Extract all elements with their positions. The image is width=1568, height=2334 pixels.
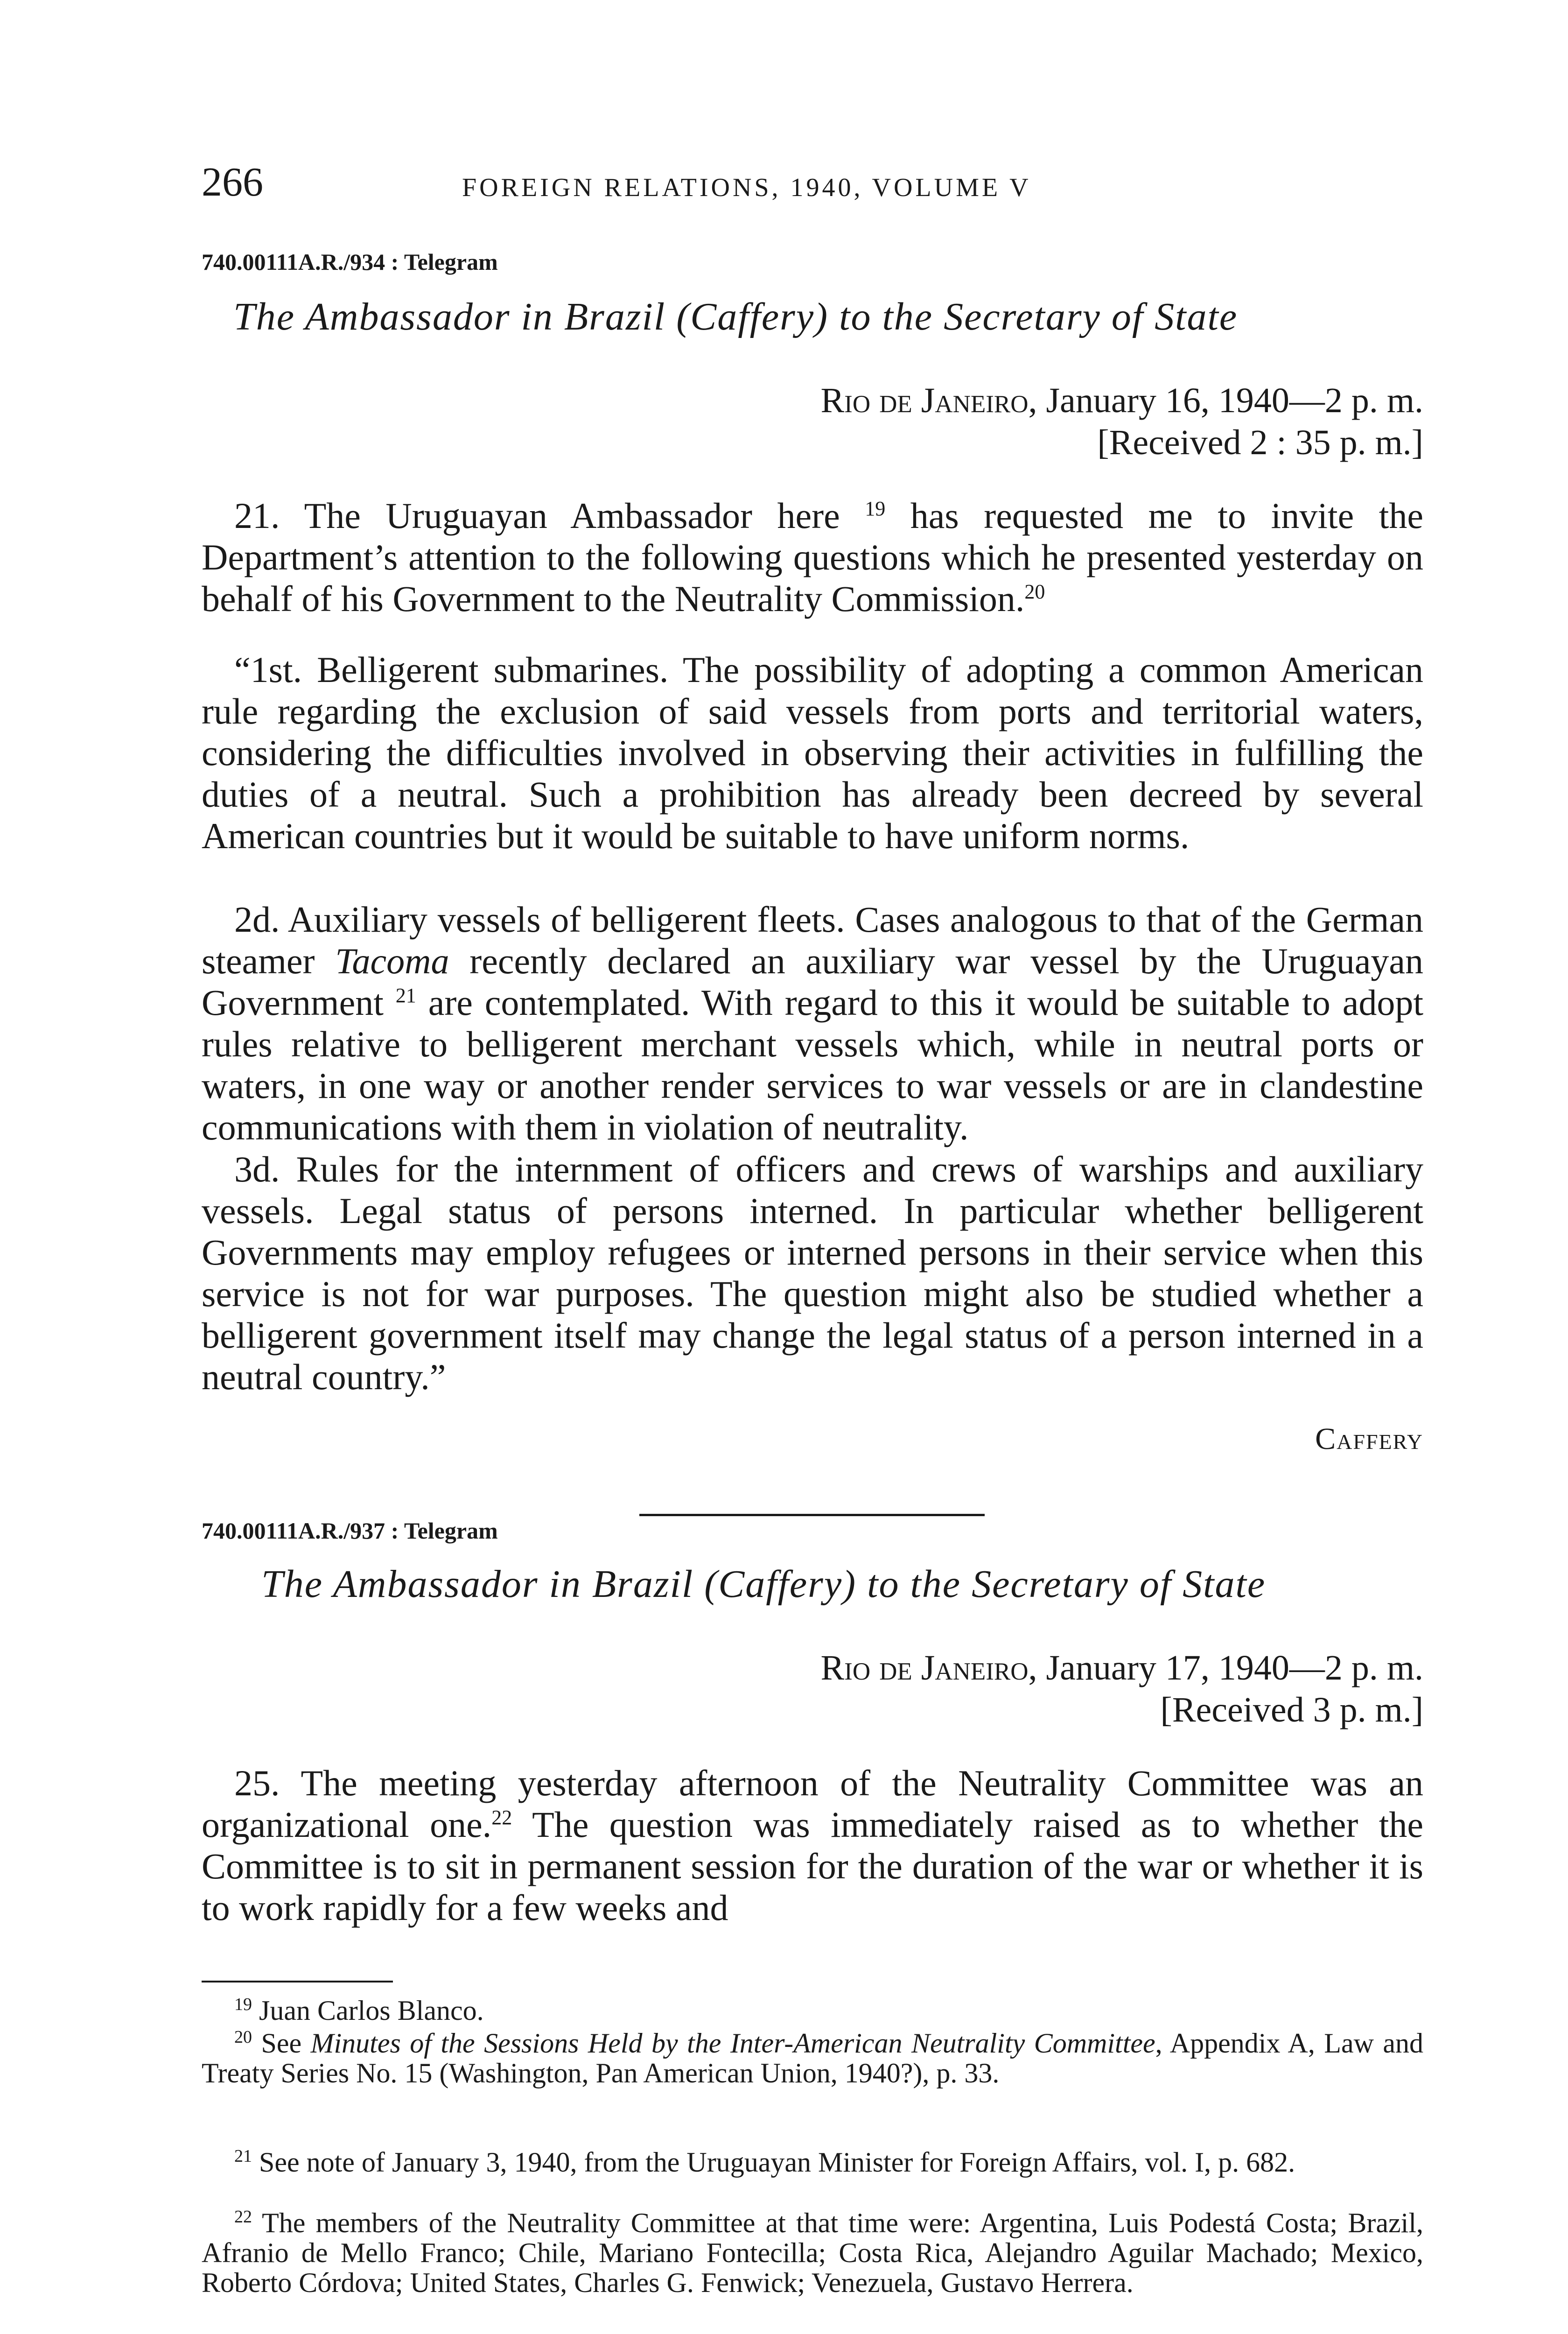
dateline-date: , January 16, 1940—2 p. m. — [1028, 381, 1423, 420]
paragraph — [202, 1762, 1423, 1928]
footnote-number: 19 — [234, 1995, 252, 2014]
text-run: has requested me to invite the Department’s attention to the following questions which he presented yesterday on behalf of his Government to the Neutrality Commission. — [202, 495, 1423, 619]
text-run: recently declared an auxiliary war vessel by the Uruguayan Government — [202, 941, 1424, 1023]
footnote-text: The members of the Neutrality Committee at that time were: Argentina, Luis Podestá Costa; Brazil, Afranio de Mello Franco; Chile, Mariano Fontecilla; Costa Rica, Alejandro Aguilar Machado; Mexico, Roberto Córdova; United States, Charles G. Fenwick; Venezuela, Gustavo Herrera. — [202, 2207, 1424, 2298]
footnote-text: , Appendix A, Law and Treaty Series No. 15 (Washington, Pan American Union, 1940?), p. 33. — [202, 2028, 1423, 2088]
publication-title: Minutes of the Sessions Held by the Inter-American Neutrality Committee — [310, 2028, 1155, 2059]
page-number: 266 — [202, 160, 263, 205]
running-title: FOREIGN RELATIONS, 1940, VOLUME V — [462, 173, 1031, 202]
ship-name: Tacoma — [335, 941, 449, 981]
dateline — [820, 380, 1423, 421]
text-run: The question was immediately raised as to whether the Committee is to sit in permanent session for the duration of the war or whether it is to work rapidly for a few weeks and — [202, 1804, 1423, 1928]
document-title: The Ambassador in Brazil (Caffery) to the Secretary of State — [261, 1562, 1266, 1606]
footnote — [202, 2208, 1423, 2298]
footnote-text: Juan Carlos Blanco. — [259, 1995, 484, 2026]
document-title: The Ambassador in Brazil (Caffery) to the Secretary of State — [233, 295, 1238, 338]
section-divider — [639, 1514, 985, 1516]
footnote-ref: 20 — [1024, 580, 1045, 603]
footnote — [202, 2147, 1423, 2177]
dateline-place: Rio de Janeiro — [820, 381, 1029, 420]
file-number: 740.00111A.R./934 : Telegram — [202, 249, 498, 275]
text-run: 21. The Uruguayan Ambassador here — [234, 495, 865, 536]
text-run: are contemplated. With regard to this it would be suitable to adopt rules relative to belligerent merchant vessels which, while in neutral ports or waters, in one way or another render services to war vessels or are in clandestine communications with them in violation of neutrality. — [202, 982, 1423, 1147]
file-number: 740.00111A.R./937 : Telegram — [202, 1518, 498, 1544]
footnote-number: 20 — [234, 2027, 252, 2047]
footnote-rule — [202, 1981, 393, 1982]
text-run: 2d. Auxiliary vessels of belligerent fleets. Cases analogous to that of the German steamer — [202, 899, 1423, 981]
paragraph: “1st. Belligerent submarines. The possibility of adopting a common American rule regarding the exclusion of said vessels from ports and territorial waters, considering the difficulties involved in observing their activities in fulfilling the duties of a neutral. Such a prohibition has already been decreed by several American countries but it would be suitable to have uniform norms. — [202, 649, 1423, 856]
paragraph — [202, 899, 1423, 1148]
footnote-ref: 19 — [865, 497, 886, 520]
footnote — [202, 1996, 1423, 2025]
received-line: [Received 3 p. m.] — [1160, 1690, 1423, 1729]
dateline — [820, 1648, 1423, 1688]
dateline-date: , January 17, 1940—2 p. m. — [1028, 1648, 1423, 1687]
footnote-text: See note of January 3, 1940, from the Uruguayan Minister for Foreign Affairs, vol. I, p. 682. — [259, 2147, 1295, 2178]
signature: Caffery — [1315, 1422, 1423, 1456]
footnote-number: 22 — [234, 2207, 252, 2227]
paragraph: 3d. Rules for the internment of officers and crews of warships and auxiliary vessels. Legal status of persons interned. In particular whether belligerent Governments may employ refugees or interned persons in their service when this service is not for war purposes. The question might also be studied whether a belligerent government itself may change the legal status of a person interned in a neutral country.” — [202, 1149, 1423, 1397]
received-line: [Received 2 : 35 p. m.] — [1097, 423, 1423, 462]
footnote-ref: 22 — [491, 1806, 512, 1829]
footnote-text: See — [261, 2028, 311, 2059]
dateline-place: Rio de Janeiro — [820, 1648, 1029, 1687]
footnote-number: 21 — [234, 2146, 252, 2166]
text-run: 25. The meeting yesterday afternoon of the Neutrality Committee was an organizational one. — [202, 1763, 1423, 1845]
footnote-ref: 21 — [395, 984, 416, 1007]
footnote — [202, 2028, 1423, 2088]
paragraph — [202, 495, 1423, 619]
